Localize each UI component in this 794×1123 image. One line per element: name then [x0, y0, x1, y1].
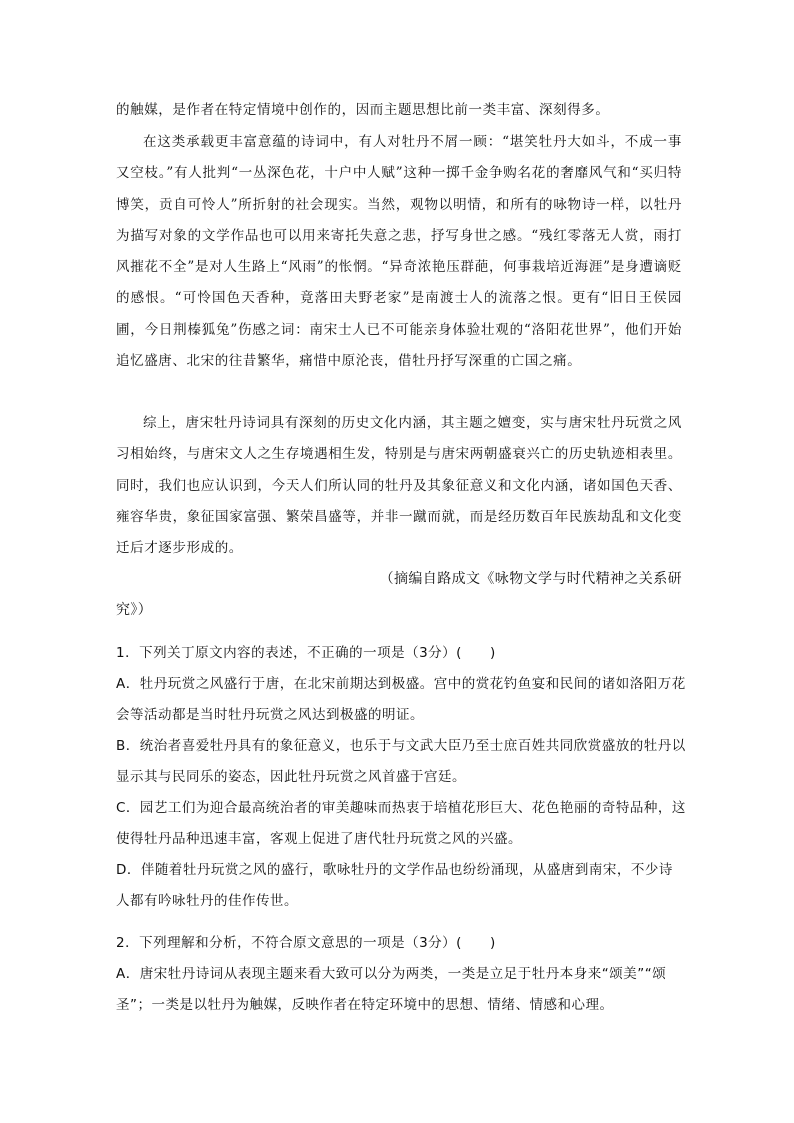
- question-1-option-a[interactable]: A．牡丹玩赏之风盛行于唐，在北宋前期达到极盛。宫中的赏花钓鱼宴和民间的诸如洛阳万花会等活动都是当时牡丹玩赏之风达到极盛的明证。: [116, 676, 686, 723]
- question-2-option-a[interactable]: A．唐宋牡丹诗词从表现主题来看大致可以分为两类，一类是立足于牡丹本身来“颂美”“颂圣”；一类是以牡丹为触媒，反映作者在特定环境中的思想、情绪、情感和心理。: [116, 966, 667, 1013]
- paragraph-2: 在这类承载更丰富意蕴的诗词中，有人对牡丹不屑一顾：“堪笑牡丹大如斗，不成一事又空枝。”有人批判“一丛深色花，十户中人赋”这种一掷千金争购名花的奢靡风气和“买归特博笑，贡自可怜人”所折射的社会现实。当然，观物以明情，和所有的咏物诗一样，以牡丹为描写对象的文学作品也可以用来寄托失意之悲，抒写身世之感。“残红零落无人赏，雨打风摧花不全”是对人生路上“风雨”的怅惘。“异奇浓艳压群葩，何事栽培近海涯”是身遭谪贬的感恨。“可怜国色天香种，竟落田夫野老家”是南渡士人的流落之恨。更有“旧日王侯园圃，今日荆榛狐兔”伤感之词：南宋士人已不可能亲身体验壮观的“洛阳花世界”，他们开始追忆盛唐、北宋的往昔繁华，痛惜中原沦丧，借牡丹抒写深重的亡国之痛。: [116, 134, 682, 370]
- paragraph-continued: 的触媒，是作者在特定情境中创作的，因而主题思想比前一类丰富、深刻得多。: [116, 102, 610, 118]
- question-1: [116, 638, 686, 917]
- paragraph-3: 综上，唐宋牡丹诗词具有深刻的历史文化内涵，其主题之嬗变，实与唐宋牡丹玩赏之风习相始终，与唐宋文人之生存境遇相生发，特别是与唐宋两朝盛衰兴亡的历史轨迹相表里。同时，我们也应认识到，今天人们所认同的牡丹及其象征意义和文化内涵，诸如国色天香、雍容华贵，象征国家富强、繁荣昌盛等，并非一蹴而就，而是经历数百年民族劫乱和文化变迁后才逐步形成的。: [116, 415, 682, 557]
- question-1-option-d[interactable]: D．伴随着牡丹玩赏之风的盛行，歌咏牡丹的文学作品也纷纷涌现，从盛唐到南宋，不少诗人都有吟咏牡丹的佳作传世。: [116, 862, 673, 909]
- question-1-stem: 1．下列关丁原文内容的表述，不正确的一项是（3分）( ): [116, 645, 496, 661]
- question-2-stem: 2．下列理解和分析，不符合原文意思的一项是（3分）( ): [116, 935, 496, 951]
- citation-line-1: （摘编自路成文《咏物文学与时代精神之关系研: [379, 571, 682, 587]
- citation-line-2: 究》）: [116, 602, 153, 618]
- question-2: [116, 928, 686, 1021]
- question-1-option-c[interactable]: C．园艺工们为迎合最高统治者的审美趣味而热衷于培植花形巨大、花色艳丽的奇特品种，这使得牡丹品种迅速丰富，客观上促进了唐代牡丹玩赏之风的兴盛。: [116, 800, 686, 847]
- question-1-option-b[interactable]: B．统治者喜爱牡丹具有的象征意义，也乐于与文武大臣乃至士庶百姓共同欣赏盛放的牡丹以显示其与民同乐的姿态，因此牡丹玩赏之风首盛于宫廷。: [116, 738, 686, 785]
- source-citation: [116, 564, 682, 626]
